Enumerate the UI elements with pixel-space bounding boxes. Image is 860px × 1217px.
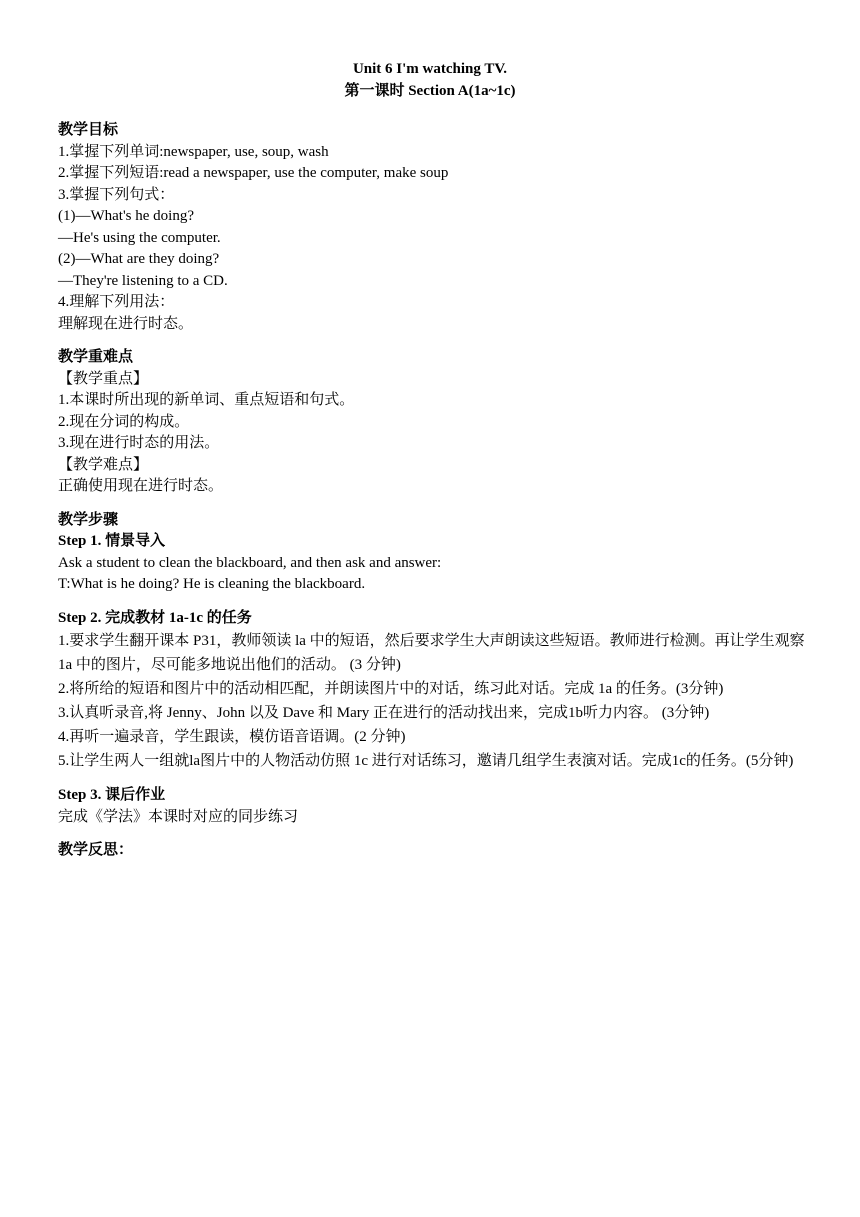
objective-line: (2)—What are they doing?: [58, 251, 220, 267]
key-point-line: 2.现在分词的构成。: [58, 413, 190, 430]
objective-line: 4.理解下列用法：: [58, 294, 175, 310]
key-point-line: 3.现在进行时态的用法。: [58, 435, 220, 451]
objective-line: 1.掌握下列单词:newspaper, use, soup, wash: [58, 143, 329, 160]
step2-paragraph: 5.让学生两人一组就la图片中的人物活动仿照 1c 进行对话练习，邀请几组学生表演对话。完成1c的任务。(5分钟): [58, 753, 794, 769]
document-body: [58, 120, 818, 862]
objective-line: —He's using the computer.: [58, 229, 221, 246]
key-point-line: 【教学重点】: [58, 370, 149, 387]
step1-line: Ask a student to clean the blackboard, and then ask and answer:: [58, 554, 442, 571]
objective-line: —They're listening to a CD.: [58, 272, 228, 289]
step3-heading: Step 3. 课后作业: [58, 787, 166, 803]
step2-paragraph: 3.认真听录音,将 Jenny、John 以及 Dave 和 Mary 正在进行的活动找出来，完成1b听力内容。 (3分钟): [58, 705, 710, 721]
key-point-line: 正确使用现在进行时态。: [58, 478, 224, 494]
objective-line: 3.掌握下列句式：: [58, 186, 175, 203]
objective-line: 理解现在进行时态。: [58, 315, 194, 332]
steps-heading: 教学步骤: [58, 511, 119, 528]
step3-line: 完成《学法》本课时对应的同步练习: [58, 808, 299, 825]
step2-paragraph: 4.再听一遍录音，学生跟读，模仿语音语调。(2 分钟): [58, 729, 406, 745]
key-point-line: 1.本课时所出现的新单词、重点短语和句式。: [58, 392, 355, 408]
key-points-heading: 教学重难点: [58, 349, 134, 365]
objective-line: 2.掌握下列短语:read a newspaper, use the computer, make soup: [58, 165, 449, 181]
objectives-heading: 教学目标: [58, 122, 119, 138]
document-title: Unit 6 I'm watching TV.: [352, 61, 508, 77]
document-subtitle: 第一课时 Section A(1a~1c): [344, 83, 516, 99]
step1-heading: Step 1. 情景导入: [58, 533, 166, 549]
key-point-line: 【教学难点】: [58, 456, 149, 473]
step1-line: T:What is he doing? He is cleaning the blackboard.: [58, 576, 366, 592]
reflection-heading: 教学反思：: [58, 842, 134, 858]
step2-paragraph: 2.将所给的短语和图片中的活动相匹配，并朗读图片中的对话，练习此对话。完成 1a 的任务。(3分钟): [58, 681, 724, 697]
step2-heading: Step 2. 完成教材 1a-1c 的任务: [58, 609, 252, 626]
step2-paragraph: 1.要求学生翻开课本 P31，教师领读 la 中的短语，然后要求学生大声朗读这些短语。教师进行检测。再让学生观察 1a 中的图片，尽可能多地说出他们的活动。 (3 分钟): [58, 633, 805, 673]
objective-line: (1)—What's he doing?: [58, 208, 194, 224]
